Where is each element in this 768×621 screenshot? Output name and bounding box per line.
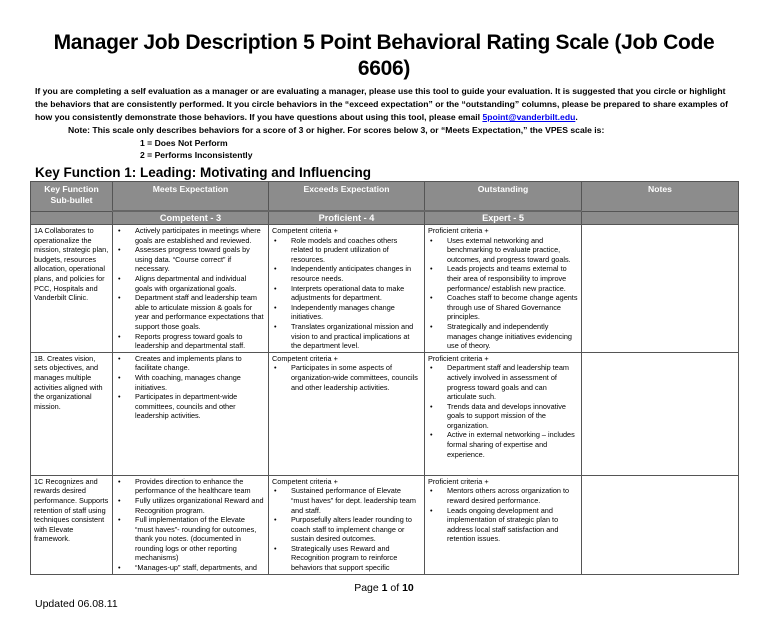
notes-cell[interactable] <box>582 352 739 475</box>
section-heading: Key Function 1: Leading: Motivating and Influencing <box>35 165 371 180</box>
header-outstanding: Outstanding <box>425 182 582 212</box>
header-exceeds: Exceeds Expectation <box>269 182 425 212</box>
key-function-text: 1B. Creates vision, sets objectives, and manages multiple activities aligned with the organizational mission. <box>34 353 103 411</box>
list-item: • Coaches staff to become change agents through use of Shared Governance principles. <box>428 293 578 322</box>
proficient-cell <box>269 225 425 353</box>
expert-cell <box>425 352 582 475</box>
list-item: • Assesses progress toward goals by using data. “Course correct” if necessary. <box>116 245 265 274</box>
competent-cell <box>113 475 269 574</box>
list-item: • Department staff and leadership team able to articulate mission & goals for year and performance expectations that support those goals. <box>116 293 265 331</box>
competent-cell <box>113 352 269 475</box>
expert-cell <box>425 225 582 353</box>
list-item: • Department staff and leadership team actively involved in assessment of progress toward goals and can articulate such. <box>428 363 578 401</box>
list-item: • Uses external networking and benchmarking to evaluate practice, outcomes, and progress toward goals. <box>428 236 578 265</box>
list-item: • Full implementation of the Elevate “must haves”- rounding for outcomes, thank you notes. (documented in rounding logs or other reporting mechanisms) <box>116 515 265 563</box>
list-item: • Leads projects and teams external to their area of responsibility to improve performance/ establish new practice. <box>428 264 578 293</box>
proficient-list <box>272 486 421 572</box>
subheader-expert: Expert - 5 <box>425 211 582 225</box>
list-item: • Leads ongoing development and implementation of strategic plan to address local staff satisfaction and retention issues. <box>428 506 578 544</box>
proficient-lead: Competent criteria + <box>272 226 338 235</box>
page-total: 10 <box>402 581 414 594</box>
list-item: • Purposefully alters leader rounding to coach staff to implement change or sustain desired outcomes. <box>272 515 421 544</box>
list-item: • Participates in some aspects of organization-wide committees, councils and other leadership activities. <box>272 363 421 392</box>
expert-lead: Proficient criteria + <box>428 353 489 363</box>
proficient-list <box>272 363 421 392</box>
subheader-proficient: Proficient - 4 <box>269 211 425 225</box>
list-item: • Sustained performance of Elevate “must haves” for dept. leadership team and staff. <box>272 486 421 515</box>
notes-cell[interactable] <box>582 225 739 353</box>
proficient-cell <box>269 475 425 574</box>
proficient-cell <box>269 352 425 475</box>
list-item: • Mentors others across organization to reward desired performance. <box>428 486 578 505</box>
list-item: • Independently manages change initiatives. <box>272 303 421 322</box>
scale-item-1: 1 = Does Not Perform <box>140 138 228 148</box>
header-meets: Meets Expectation <box>113 182 269 212</box>
list-item: • Active in external networking – includes formal sharing of expertise and experience. <box>428 430 578 459</box>
list-item: • Interprets operational data to make adjustments for department. <box>272 284 421 303</box>
page-current: 1 <box>381 581 388 594</box>
list-item: • Trends data and develops innovative goals to support mission of the organization. <box>428 402 578 431</box>
list-item: • Creates and implements plans to facilitate change. <box>116 354 265 373</box>
list-item: • Aligns departmental and individual goals with organizational goals. <box>116 274 265 293</box>
expert-cell <box>425 475 582 574</box>
list-item: • Reports progress toward goals to leadership and departmental staff. <box>116 332 265 351</box>
page-prefix: Page <box>354 581 382 594</box>
subheader-notes <box>582 211 739 225</box>
expert-list <box>428 236 578 351</box>
expert-lead: Proficient criteria + <box>428 476 489 486</box>
list-item: • Provides direction to enhance the performance of the healthcare team <box>116 477 265 496</box>
intro-text: If you are completing a self evaluation as a manager or are evaluating a manager, please use this tool to guide your evaluation. It is suggested that you circle or highlight the behaviors that are consistently performed. It you circle behaviors in the “exceed expectation” or the “outstanding” columns, please be prepared to share examples of how you consistently demonstrate those behaviors. If you have questions about using this tool, please email <box>35 86 728 122</box>
table-row <box>31 475 739 574</box>
subheader-row <box>31 211 739 225</box>
header-key-function: Key Function Sub-bullet <box>31 182 113 212</box>
key-function-cell <box>31 352 113 475</box>
header-row <box>31 182 739 212</box>
document-title: Manager Job Description 5 Point Behavioral Rating Scale (Job Code 6606) <box>53 31 715 80</box>
key-function-text: 1C Recognizes and rewards desired performance. Supports retention of staff using techniques consistent with Elevate framework. <box>34 476 109 544</box>
page-of: of <box>387 581 403 594</box>
rating-table <box>30 181 739 575</box>
expert-list <box>428 363 578 459</box>
competent-list <box>116 477 265 573</box>
expert-list <box>428 486 578 544</box>
competent-list <box>116 226 265 351</box>
list-item: • Strategically and independently manages change initiatives evidencing use of theory. <box>428 322 578 351</box>
subheader-competent: Competent - 3 <box>113 211 269 225</box>
list-item: • Participates in department-wide committees, councils and other leadership activities. <box>116 392 265 421</box>
header-notes: Notes <box>582 182 739 212</box>
list-item: • Fully utilizes organizational Reward and Recognition program. <box>116 496 265 515</box>
list-item: • “Manages-up” staff, departments, and <box>116 563 265 573</box>
table-row <box>31 352 739 475</box>
subheader-blank <box>31 211 113 225</box>
intro-end: . <box>575 112 578 122</box>
list-item: • Independently anticipates changes in resource needs. <box>272 264 421 283</box>
email-link[interactable]: 5point@vanderbilt.edu <box>482 112 576 122</box>
list-item: • With coaching, manages change initiatives. <box>116 373 265 392</box>
list-item: • Role models and coaches others related to prudent utilization of resources. <box>272 236 421 265</box>
proficient-list <box>272 236 421 351</box>
scale-note: Note: This scale only describes behaviors for a score of 3 or higher. For scores below 3, or “Meets Expectation,” the VPES scale is: <box>68 125 605 135</box>
competent-list <box>116 354 265 421</box>
table-row <box>31 225 739 353</box>
key-function-text: 1A Collaborates to operationalize the mission, strategic plan, budgets, resources allocation, operational plans, and policies for PCC, Hospitals and Vanderbilt Clinic. <box>34 226 109 303</box>
list-item: • Strategically uses Reward and Recognition program to reinforce behaviors that support specific <box>272 544 421 573</box>
list-item: • Actively participates in meetings where goals are established and reviewed. <box>116 226 265 245</box>
proficient-lead: Competent criteria + <box>272 476 338 486</box>
scale-item-2: 2 = Performs Inconsistently <box>140 150 253 160</box>
notes-cell[interactable] <box>582 475 739 574</box>
key-function-cell <box>31 225 113 353</box>
key-function-cell <box>31 475 113 574</box>
intro-paragraph <box>35 85 738 124</box>
competent-cell <box>113 225 269 353</box>
proficient-lead: Competent criteria + <box>272 353 338 363</box>
expert-lead: Proficient criteria + <box>428 226 489 235</box>
updated-date: Updated 06.08.11 <box>35 597 118 610</box>
list-item: • Translates organizational mission and vision to and practical implications at the department level. <box>272 322 421 351</box>
